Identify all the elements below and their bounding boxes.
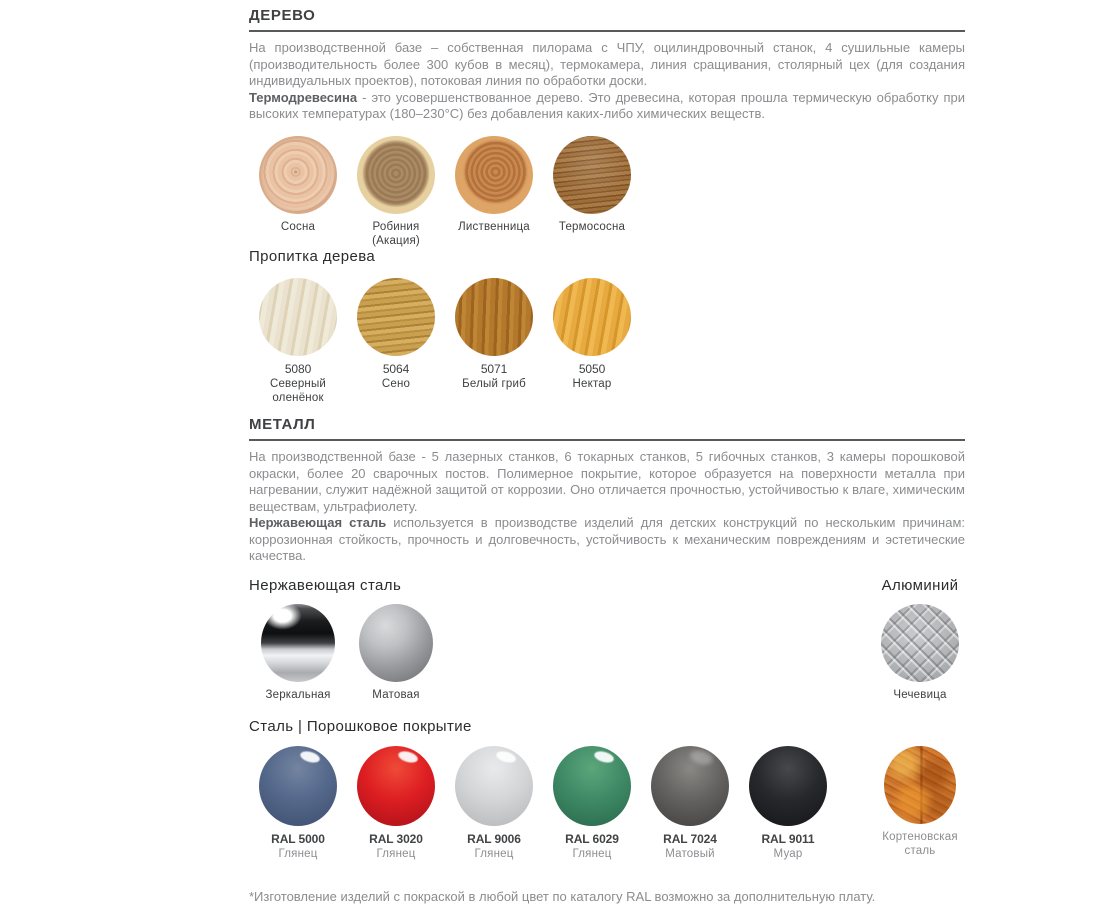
ral-5000-swatch (259, 746, 337, 826)
impregnation-title: Пропитка дерева (249, 248, 376, 265)
swatch-cell-5080 (249, 278, 347, 405)
mirror-steel-swatch (261, 604, 335, 682)
stainless-title: Нержавеющая сталь (249, 576, 402, 594)
corten-steel-swatch (884, 746, 956, 824)
swatch-cell-matte (347, 604, 445, 702)
corten-name-line2: сталь (904, 845, 936, 858)
stain-swatch-5050 (553, 278, 631, 356)
metal-stainless-paragraph (249, 515, 965, 565)
ral-6029-swatch (553, 746, 631, 826)
impregnation-row (249, 278, 965, 405)
swatch-label: Чечевица (893, 688, 947, 701)
wood-swatch-larch (455, 136, 533, 214)
stain-code: 5064 (382, 362, 410, 376)
page-content (249, 0, 965, 904)
metal-paragraph: На производственной базе - 5 лазерных станков, 6 токарных станков, 5 гибочных станков, 3 камеры порошковой окраски, более 20 сварочных постов. Полимерное покрытие, которое образуется на поверхности металла при нагревании, служит надёжной защитой от коррозии. Оно отличается прочностью, устойчивостью к влаге, химическим веществам, ультрафиолету. (249, 449, 965, 514)
swatch-cell-ral7024 (641, 746, 739, 861)
ral-code: RAL 9011 (761, 832, 815, 847)
swatch-cell-larch (445, 136, 543, 234)
powder-row (249, 746, 965, 861)
stain-name: Белый гриб (462, 377, 526, 390)
wood-thermo-paragraph (249, 90, 965, 123)
ral-code: RAL 7024 (663, 832, 717, 847)
ral-9006-swatch (455, 746, 533, 826)
stainless-text: используется в производстве изделий для детских конструкций по нескольким причинам: коррозионная стойкость, прочность и долговечность, устойчивость к механическим повреждениям и эстетические качества. (249, 515, 966, 564)
matte-steel-swatch (359, 604, 433, 682)
stain-swatch-5080 (259, 278, 337, 356)
ral-finish: Глянец (474, 848, 514, 860)
thermo-term: Термодревесина (249, 89, 358, 105)
wood-species-row (249, 136, 965, 249)
swatch-cell-ral9011 (739, 746, 837, 861)
swatch-label (347, 832, 445, 861)
stain-code: 5080 (284, 362, 312, 376)
swatch-label (543, 362, 641, 391)
swatch-label (739, 832, 837, 861)
wood-paragraph: На производственной базе – собственная пилорама с ЧПУ, оцилиндровочный станок, 4 сушильные камеры (производительность более 300 кубов в месяц), термокамера, линия сращивания, столярный цех (для создания индивидуальных проектов), потоковая линия по обработки доски. (249, 40, 965, 88)
swatch-cell-5064 (347, 278, 445, 391)
stain-swatch-5071 (455, 278, 533, 356)
swatch-cell-ral5000 (249, 746, 347, 861)
powder-title: Сталь | Порошковое покрытие (249, 718, 472, 736)
swatch-label: Зеркальная (265, 688, 331, 701)
swatch-cell-thermopine (543, 136, 641, 234)
swatch-label (249, 832, 347, 861)
swatch-label: Лиственница (458, 220, 530, 233)
ral-finish: Глянец (572, 848, 612, 860)
stain-swatch-5064 (357, 278, 435, 356)
swatch-cell-pine (249, 136, 347, 234)
stain-name: Северный оленёнок (269, 377, 327, 405)
wood-swatch-pine (259, 136, 337, 214)
ral-9011-swatch (749, 746, 827, 826)
ral-code: RAL 3020 (369, 832, 423, 847)
stainless-row (249, 604, 965, 702)
metal-subheads (249, 577, 965, 595)
swatch-cell-robinia (347, 136, 445, 249)
swatch-cell-5071 (445, 278, 543, 391)
ral-3020-swatch (357, 746, 435, 826)
swatch-label: Сосна (280, 220, 316, 233)
swatch-label (445, 362, 543, 391)
wood-swatch-robinia (357, 136, 435, 214)
swatch-cell-5050 (543, 278, 641, 391)
ral-code: RAL 6029 (565, 832, 619, 847)
ral-finish: Глянец (278, 848, 318, 860)
wood-section-title: ДЕРЕВО (249, 8, 965, 32)
aluminum-title: Алюминий (881, 576, 959, 594)
metal-section (249, 417, 965, 904)
swatch-label (445, 832, 543, 861)
ral-finish: Глянец (376, 848, 416, 860)
swatch-cell-corten (875, 746, 965, 859)
wood-swatch-thermopine (553, 136, 631, 214)
metal-section-title: МЕТАЛЛ (249, 417, 965, 441)
swatch-label: Термососна (558, 220, 626, 233)
aluminum-checkerplate-swatch (881, 604, 959, 682)
ral-7024-swatch (651, 746, 729, 826)
swatch-cell-ral6029 (543, 746, 641, 861)
ral-code: RAL 9006 (467, 832, 521, 847)
stain-name: Сено (381, 377, 411, 390)
stain-name: Нектар (572, 377, 612, 390)
ral-footnote: *Изготовление изделий с покраской в любой цвет по каталогу RAL возможно за дополнительную плату. (249, 889, 876, 904)
stain-code: 5050 (578, 362, 606, 376)
swatch-cell-mirror (249, 604, 347, 702)
stainless-term: Нержавеющая сталь (249, 515, 387, 531)
swatch-cell-ral9006 (445, 746, 543, 861)
ral-finish: Матовый (665, 848, 715, 860)
swatch-label: Матовая (372, 688, 420, 701)
swatch-label: Робиния (Акация) (372, 220, 420, 247)
corten-name-line1: Кортеновская (882, 831, 958, 844)
swatch-label (875, 830, 965, 859)
swatch-label (641, 832, 739, 861)
ral-finish: Муар (773, 848, 803, 860)
swatch-cell-ral3020 (347, 746, 445, 861)
swatch-label (543, 832, 641, 861)
thermo-text: - это усовершенствованное дерево. Это древесина, которая прошла термическую обработку при высоких температурах (180–230°С) без добавления каких-либо химических веществ. (249, 89, 965, 121)
wood-section (249, 8, 965, 405)
ral-code: RAL 5000 (271, 832, 325, 847)
stain-code: 5071 (480, 362, 508, 376)
swatch-label (347, 362, 445, 391)
swatch-cell-checkerplate (875, 604, 965, 702)
swatch-label (249, 362, 347, 405)
